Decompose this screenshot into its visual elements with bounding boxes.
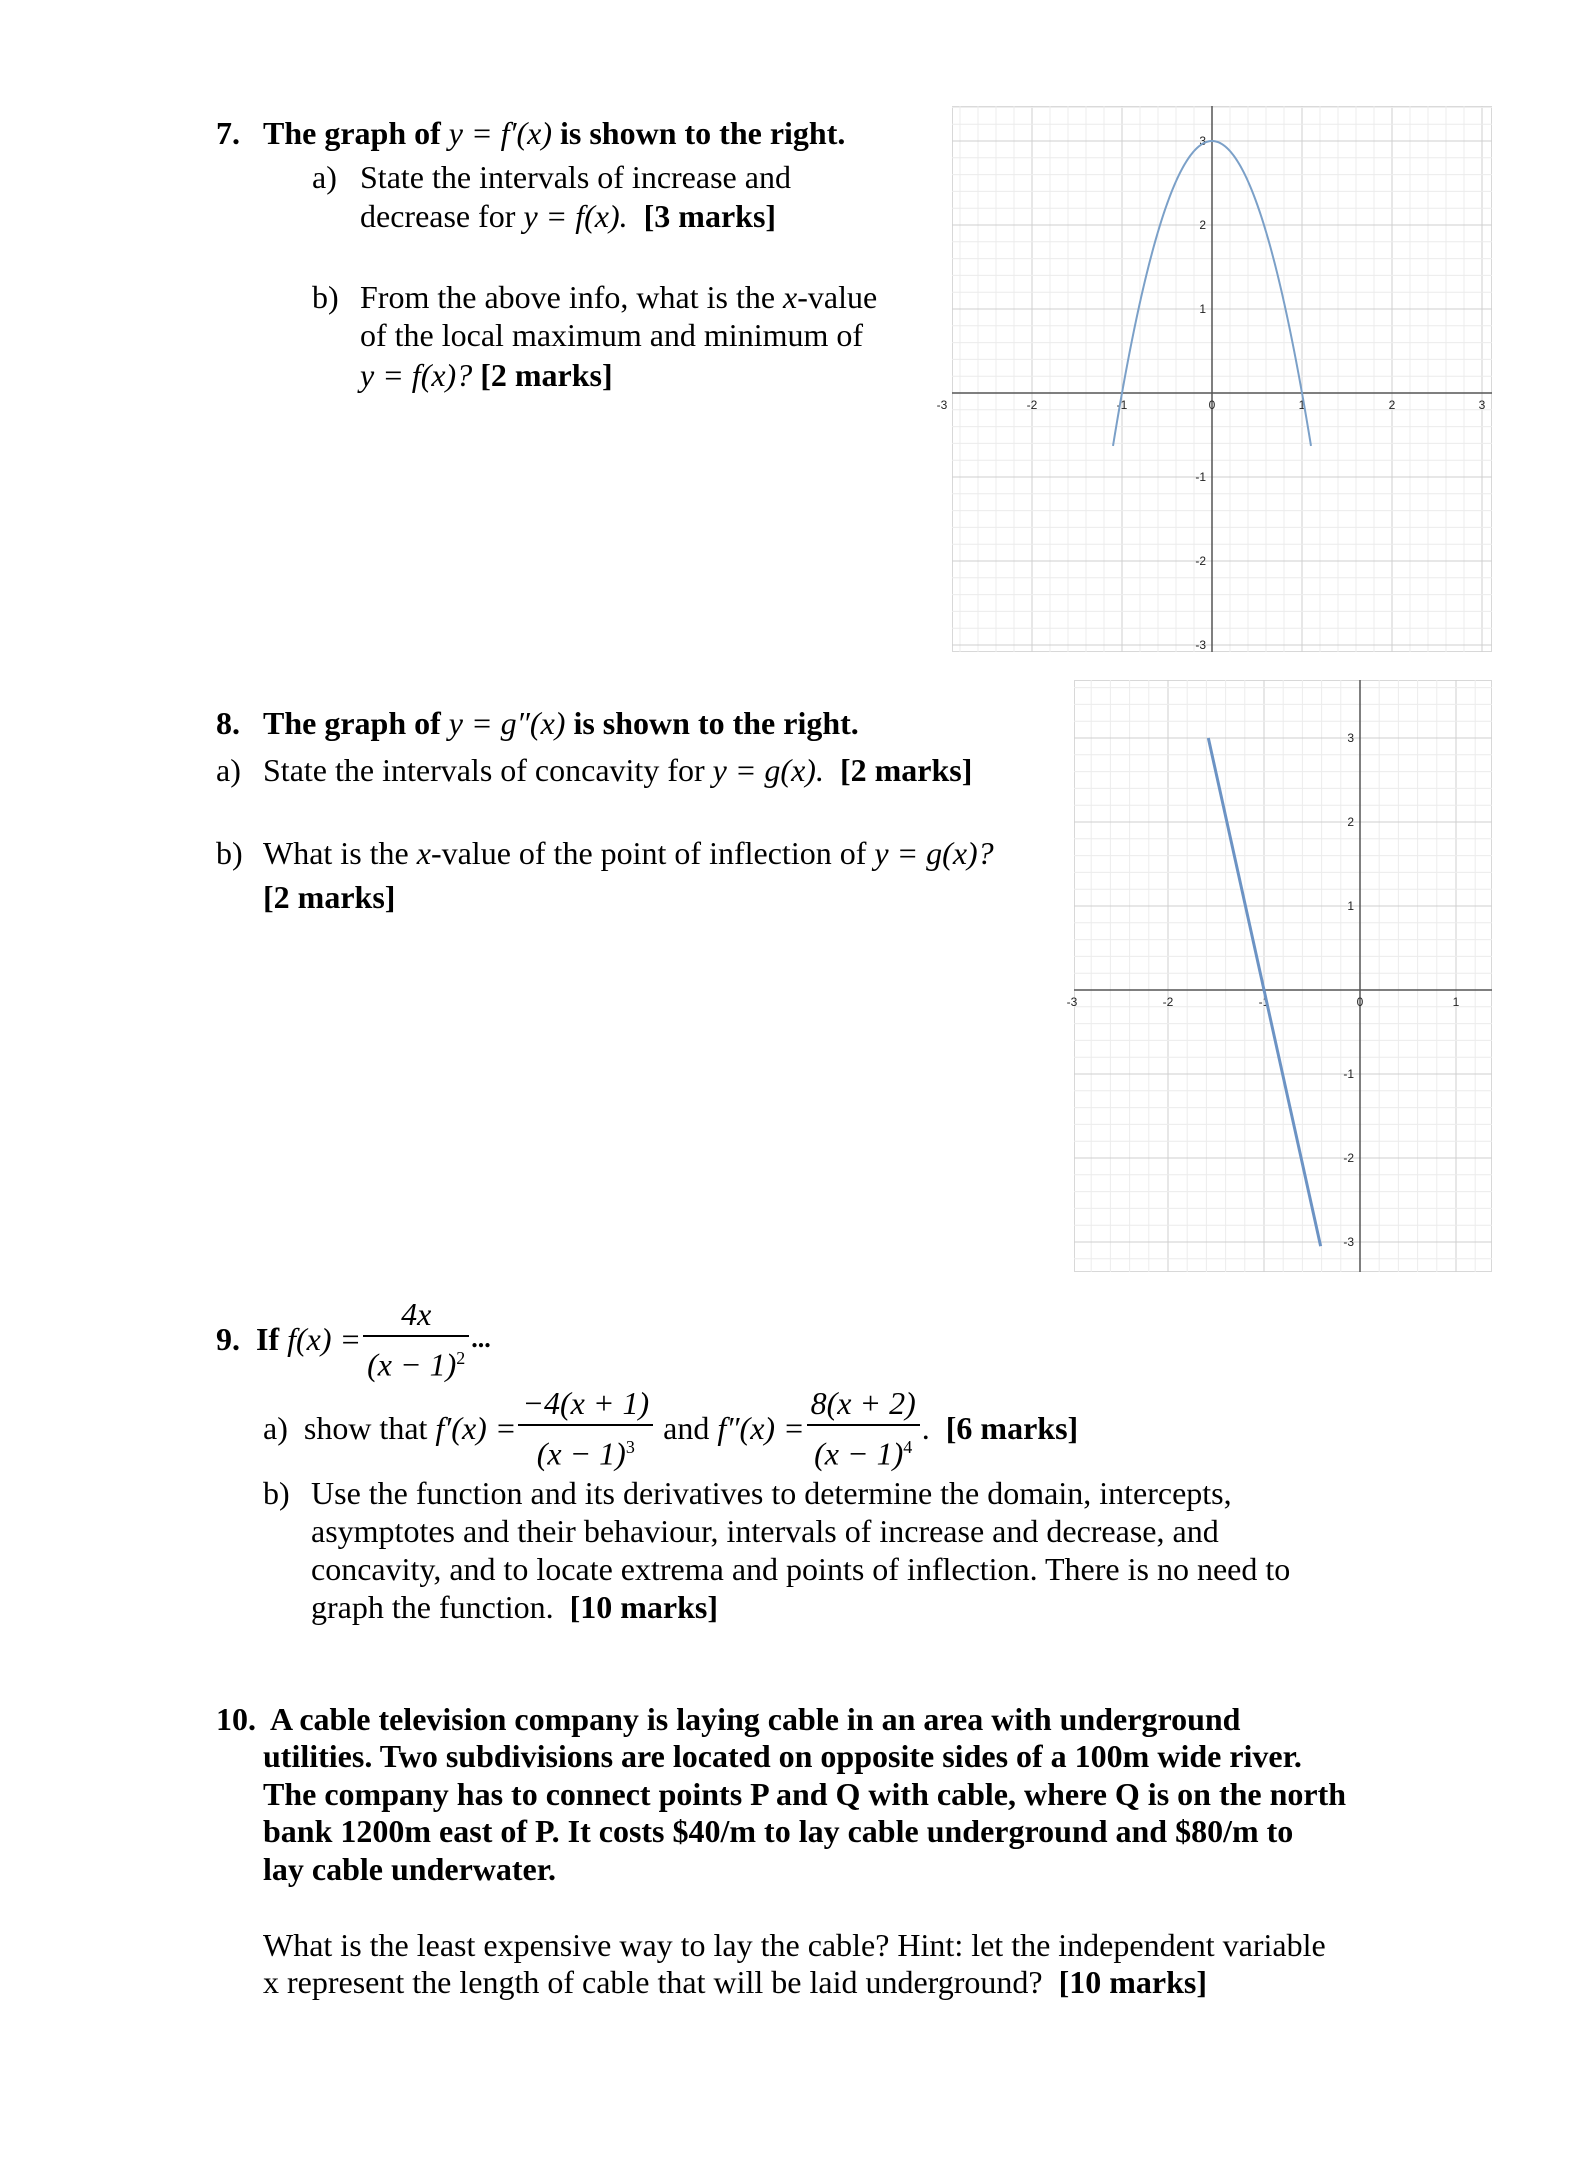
- q9-ellipsis: ...: [471, 1324, 491, 1353]
- q7a-line1: State the intervals of increase and: [360, 159, 791, 195]
- q9-f-den-exp: 2: [456, 1347, 466, 1368]
- q9a-label: a): [263, 1410, 288, 1446]
- q8a-math: y = g(x).: [712, 752, 824, 788]
- q7a-line2-pre: decrease for: [360, 198, 524, 234]
- y-tick-label: 1: [1199, 302, 1206, 316]
- q7a-line2: [360, 197, 776, 235]
- q9b-label: b): [263, 1475, 290, 1511]
- q7b-line1: [360, 278, 877, 316]
- q8b-label: b): [216, 835, 243, 871]
- x-tick-label: -2: [1162, 995, 1174, 1009]
- q8-lead-post: is shown to the right.: [565, 705, 859, 741]
- y-tick-label: 2: [1199, 218, 1206, 232]
- x-tick-label: -2: [1026, 398, 1038, 412]
- x-tick-label: -3: [936, 398, 948, 412]
- q10-line2: utilities. Two subdivisions are located on opposite sides of a 100m wide river.: [263, 1738, 1302, 1774]
- q8-number: 8.: [216, 705, 240, 741]
- q8b-math: y = g(x)?: [874, 835, 994, 871]
- q10-hint1: What is the least expensive way to lay the cable? Hint: let the independent variable: [263, 1927, 1326, 1963]
- graph-gdoubleprime: [1066, 680, 1492, 1272]
- q9b-line3: concavity, and to locate extrema and points of inflection. There is no need to: [311, 1551, 1291, 1587]
- y-tick-label: -3: [1195, 638, 1206, 652]
- x-tick-label: 0: [1356, 995, 1364, 1009]
- q8-lead: [263, 704, 859, 742]
- x-tick-label: 0: [1208, 398, 1216, 412]
- y-tick-label: 2: [1347, 815, 1354, 829]
- q9a-fp-fraction: [518, 1384, 653, 1473]
- q10-hint2-text: x represent the length of cable that will be laid underground?: [263, 1964, 1043, 2000]
- q9-number: 9.: [216, 1321, 240, 1357]
- q8a-text-pre: State the intervals of concavity for: [263, 752, 713, 788]
- q9a-fpp-den: (x − 1): [814, 1435, 904, 1472]
- q7b-line2: of the local maximum and minimum of: [360, 317, 864, 353]
- q9b-marks: [10 marks]: [569, 1589, 719, 1625]
- q8b-text: [263, 834, 994, 872]
- y-tick-label: 3: [1347, 731, 1354, 745]
- q9a-period: .: [921, 1410, 930, 1446]
- q9-header: [216, 1294, 491, 1384]
- q9a-fpp-den-exp: 4: [903, 1436, 913, 1457]
- q7b-line1-post: -value: [797, 279, 878, 315]
- q7a-marks: [3 marks]: [643, 198, 777, 234]
- y-tick-label: -3: [1343, 1235, 1354, 1249]
- q10-marks: [10 marks]: [1058, 1964, 1208, 2000]
- y-tick-label: -1: [1195, 470, 1206, 484]
- q10-line4: bank 1200m east of P. It costs $40/m to lay cable underground and $80/m to: [263, 1813, 1294, 1849]
- q10-number: 10.: [216, 1701, 256, 1737]
- q7-lead-post: is shown to the right.: [552, 115, 846, 151]
- q7a-line2-math: y = f(x).: [523, 198, 628, 234]
- q8-lead-math: y = g″(x): [448, 705, 566, 741]
- q9b-line4: [311, 1588, 718, 1626]
- q9a-fp-num: −4(x + 1): [518, 1384, 653, 1426]
- q9a-and: and: [663, 1410, 710, 1446]
- q9a-fpp-num: 8(x + 2): [807, 1384, 920, 1426]
- q7b-line1-pre: From the above info, what is the: [360, 279, 784, 315]
- graph-frame: [953, 107, 1492, 652]
- x-tick-label: -1: [1116, 398, 1128, 412]
- x-tick-label: 3: [1478, 398, 1486, 412]
- q9-f-def: f(x) =: [287, 1321, 362, 1357]
- graph-fprime: [936, 106, 1492, 652]
- q7-lead-math: y = f′(x): [448, 115, 552, 151]
- q7b-label: b): [312, 279, 339, 315]
- q10-hint2: [263, 1963, 1207, 2001]
- q8b-marks: [2 marks]: [263, 879, 396, 915]
- q9a-fp-den: (x − 1): [536, 1435, 626, 1472]
- q9-f-den: (x − 1): [367, 1346, 457, 1383]
- q8-lead-pre: The graph of: [263, 705, 449, 741]
- q9a-fpp: f″(x) =: [717, 1410, 805, 1446]
- y-tick-label: 1: [1347, 899, 1354, 913]
- q9-fraction: [363, 1295, 469, 1384]
- y-tick-label: 3: [1199, 134, 1206, 148]
- x-tick-label: 1: [1452, 995, 1460, 1009]
- q8a-label: a): [216, 752, 241, 788]
- q7b-marks: [2 marks]: [480, 357, 613, 393]
- y-tick-label: -2: [1195, 554, 1206, 568]
- q7-lead: [263, 114, 845, 152]
- q9a-marks: [6 marks]: [945, 1410, 1079, 1446]
- q7-number: 7.: [216, 115, 240, 151]
- x-tick-label: 2: [1388, 398, 1396, 412]
- q9b-line2: asymptotes and their behaviour, intervals of increase and decrease, and: [311, 1513, 1219, 1549]
- q9-if: If: [256, 1321, 280, 1357]
- q9a-fp: f′(x) =: [435, 1410, 517, 1446]
- q7-lead-pre: The graph of: [263, 115, 449, 151]
- q8b-text-pre: What is the: [263, 835, 417, 871]
- q9b-line4-text: graph the function.: [311, 1589, 554, 1625]
- q10-line1: A cable television company is laying cable in an area with underground: [270, 1701, 1241, 1737]
- q7b-line3-math: y = f(x)?: [360, 357, 473, 393]
- q7b-line3: [360, 356, 613, 394]
- y-tick-label: -1: [1343, 1067, 1354, 1081]
- q9a-fp-den-exp: 3: [625, 1436, 635, 1457]
- x-tick-label: 1: [1298, 398, 1306, 412]
- q8a-text: [263, 751, 972, 789]
- q7b-line1-var: x: [783, 279, 798, 315]
- q10-line3: The company has to connect points P and Q with cable, where Q is on the north: [263, 1776, 1347, 1812]
- y-tick-label: -2: [1343, 1151, 1354, 1165]
- q8b-var: x: [416, 835, 431, 871]
- q7a-label: a): [312, 159, 337, 195]
- q9b-line1: Use the function and its derivatives to determine the domain, intercepts,: [311, 1475, 1232, 1511]
- q8b-text-mid: -value of the point of inflection of: [430, 835, 875, 871]
- x-tick-label: -3: [1066, 995, 1078, 1009]
- x-tick-label: -1: [1258, 995, 1270, 1009]
- q9a-fpp-fraction: [807, 1384, 920, 1473]
- q9a-line: [263, 1382, 1078, 1474]
- q8a-marks: [2 marks]: [839, 752, 973, 788]
- q9a-pre: show that: [303, 1410, 428, 1446]
- q10-line5: lay cable underwater.: [263, 1851, 557, 1887]
- q9-f-num: 4x: [363, 1295, 469, 1337]
